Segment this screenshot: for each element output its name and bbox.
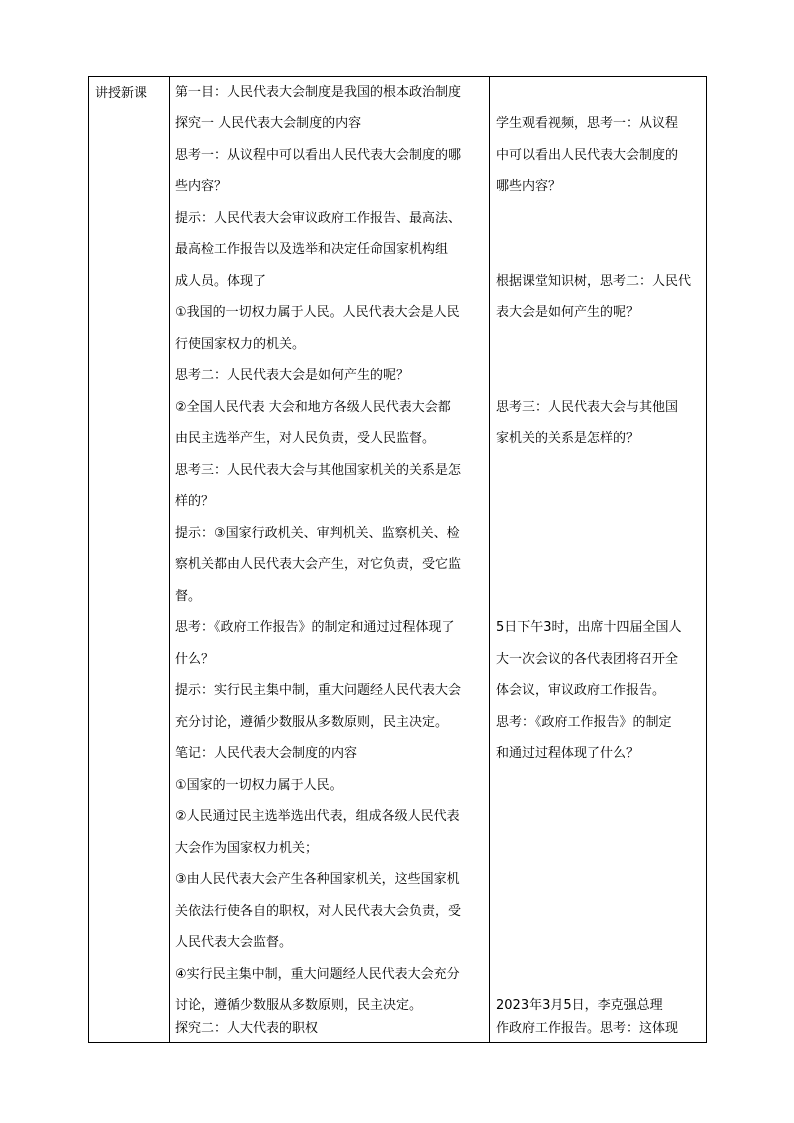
content-line: 思考：《政府工作报告》的制定和通过过程体现了: [175, 620, 455, 635]
content-line: 思考三：人民代表大会与其他国家机关的关系是怎: [175, 463, 462, 478]
activity-line: 中可以看出人民代表大会制度的: [496, 148, 679, 163]
activity-line: 5日下午3时，出席十四届全国人: [496, 620, 682, 635]
content-line: 什么？: [175, 652, 215, 667]
activity-line: 思考三：人民代表大会与其他国: [496, 400, 679, 415]
content-line: 成人员。体现了: [175, 274, 267, 289]
activity-line: 哪些内容？: [496, 179, 562, 194]
content-line: 样的？: [175, 494, 215, 509]
content-line: ①国家的一切权力属于人民。: [175, 778, 343, 793]
stage-label: 讲授新课: [95, 86, 148, 101]
content-line: 思考一：从议程中可以看出人民代表大会制度的哪: [175, 148, 462, 163]
content-line: 思考二：人民代表大会是如何产生的呢？: [175, 368, 410, 383]
content-line: ②全国人民代表 大会和地方各级人民代表大会都: [175, 400, 451, 415]
content-line: 探究二：人大代表的职权: [175, 1021, 319, 1036]
content-line: ②人民通过民主选举选出代表，组成各级人民代表: [175, 809, 460, 824]
activity-line: 2023年3月5日，李克强总理: [496, 998, 663, 1013]
content-line: 第一目：人民代表大会制度是我国的根本政治制度: [175, 85, 462, 100]
content-line: ③由人民代表大会产生各种国家机关，这些国家机: [175, 872, 460, 887]
content-line: 大会作为国家权力机关；: [175, 841, 319, 856]
content-line: 探究一 人民代表大会制度的内容: [175, 116, 362, 131]
content-line: 提示：③国家行政机关、审判机关、监察机关、检: [175, 526, 460, 541]
activity-line: 家机关的关系是怎样的？: [496, 431, 640, 446]
activity-line: 表大会是如何产生的呢？: [496, 305, 640, 320]
content-line: 讨论，遵循少数服从多数原则，民主决定。: [175, 998, 423, 1013]
activity-line: 思考：《政府工作报告》的制定: [496, 715, 672, 730]
content-line: 些内容？: [175, 179, 228, 194]
column-divider: [169, 77, 170, 1042]
content-line: 由民主选举产生，对人民负责，受人民监督。: [175, 431, 436, 446]
activity-line: 学生观看视频，思考一：从议程: [496, 116, 679, 131]
activity-line: 根据课堂知识树，思考二：人民代: [496, 274, 692, 289]
column-divider: [489, 77, 490, 1042]
content-line: 关依法行使各自的职权，对人民代表大会负责，受: [175, 904, 462, 919]
content-line: 笔记：人民代表大会制度的内容: [175, 746, 358, 761]
lesson-table: [88, 76, 707, 1043]
content-line: 充分讨论，遵循少数服从多数原则，民主决定。: [175, 715, 449, 730]
content-line: ①我国的一切权力属于人民。人民代表大会是人民: [175, 305, 460, 320]
content-line: 察机关都由人民代表大会产生，对它负责，受它监: [175, 557, 462, 572]
activity-line: 作政府工作报告。思考：这体现: [496, 1021, 679, 1036]
content-line: ④实行民主集中制，重大问题经人民代表大会充分: [175, 967, 460, 982]
content-line: 人民代表大会监督。: [175, 935, 293, 950]
content-line: 提示：实行民主集中制，重大问题经人民代表大会: [175, 683, 462, 698]
content-line: 最高检工作报告以及选举和决定任命国家机构组: [175, 242, 449, 257]
activity-line: 体会议，审议政府工作报告。: [496, 683, 666, 698]
content-line: 督。: [175, 589, 202, 604]
activity-line: 大一次会议的各代表团将召开全: [496, 652, 679, 667]
content-line: 行使国家权力的机关。: [175, 337, 306, 352]
activity-line: 和通过过程体现了什么？: [496, 746, 640, 761]
content-line: 提示：人民代表大会审议政府工作报告、最高法、: [175, 211, 462, 226]
